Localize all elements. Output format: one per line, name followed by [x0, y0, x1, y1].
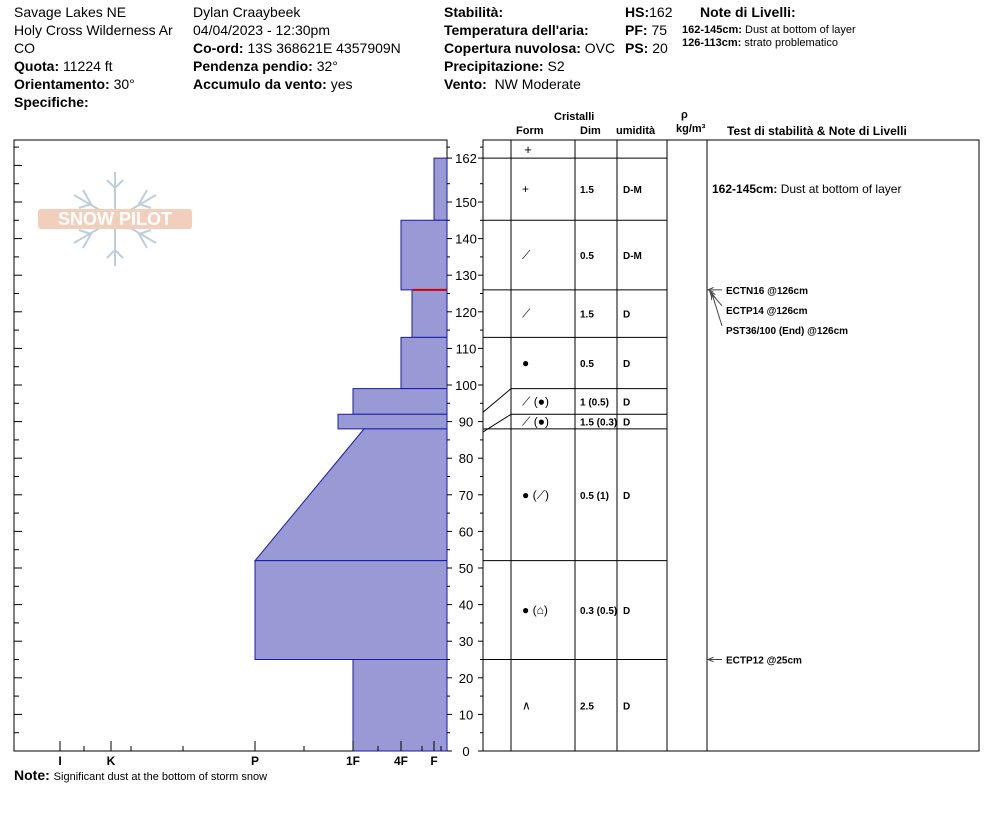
- stability-test-label: PST36/100 (End) @126cm: [726, 325, 849, 337]
- layer-moisture: D-M: [623, 185, 642, 197]
- depth-tick-label: 120: [455, 304, 477, 320]
- location: Savage Lakes NE: [14, 4, 127, 20]
- profile-layer-bar: [401, 220, 447, 290]
- depth-tick-label: 110: [455, 341, 477, 357]
- coord-label: Co-ord:: [193, 40, 244, 56]
- note-text: Significant dust at the bottom of storm snow: [53, 771, 268, 783]
- hardness-tick-label: F: [430, 754, 438, 768]
- depth-tick-label: 0: [462, 744, 470, 759]
- profile-layer-bar: [255, 429, 447, 561]
- layer-size: 0.5 (1): [580, 490, 609, 502]
- depth-tick-label: 30: [458, 634, 474, 650]
- depth-tick-label: 20: [458, 670, 474, 686]
- layer-note-1-range: 162-145cm:: [682, 24, 742, 36]
- depth-tick-label: 60: [458, 524, 474, 540]
- profile-layer-bar: [434, 158, 447, 220]
- depth-tick-label: 40: [458, 597, 474, 613]
- stability-test-label: ECTP12 @25cm: [726, 655, 802, 667]
- wind-load-label: Accumulo da vento:: [193, 76, 327, 92]
- observer: Dylan Craaybeek: [193, 4, 301, 20]
- precip-value: S2: [547, 58, 565, 74]
- depth-tick-label: 80: [458, 451, 474, 467]
- profile-layer-bar: [412, 290, 447, 338]
- layer-moisture: D: [623, 397, 631, 409]
- snowpilot-logo: [38, 172, 192, 266]
- layer-size: 1.5: [580, 309, 594, 321]
- depth-tick-label: 70: [458, 487, 474, 503]
- layer-form: ⟋: [522, 306, 531, 321]
- layer-moisture: D: [623, 606, 631, 618]
- coord-value: 13S 368621E 4357909N: [247, 40, 401, 56]
- layer-moisture: D: [623, 701, 631, 713]
- layer-moisture: D: [623, 359, 631, 371]
- pf-label: PF:: [625, 22, 648, 38]
- depth-tick-label: 162: [455, 151, 477, 167]
- profile-layer-bar: [353, 660, 447, 752]
- layer-size: 2.5: [580, 701, 594, 713]
- ps-value: 20: [652, 40, 668, 56]
- profile-layer-bar: [255, 561, 447, 660]
- wind-label: Vento:: [444, 76, 487, 92]
- layer-connector: [483, 389, 511, 413]
- note-label: Note:: [14, 767, 50, 783]
- depth-tick-label: 50: [458, 561, 474, 576]
- crystals-header: Cristalli: [554, 111, 595, 123]
- profile-layers: [255, 158, 447, 751]
- layer-moisture: D: [623, 309, 631, 321]
- depth-tick-label: 10: [458, 707, 474, 723]
- density-unit: kg/m³: [676, 123, 706, 135]
- stability-test-label: ECTP14 @126cm: [726, 305, 808, 317]
- form-header: Form: [516, 125, 544, 137]
- hardness-tick-label: K: [106, 754, 116, 768]
- state: CO: [14, 40, 35, 56]
- size-header: Dim: [580, 125, 601, 137]
- logo-text: SNOW PILOT: [58, 209, 172, 229]
- top-form-symbol: +: [524, 142, 532, 158]
- depth-tick-label: 150: [455, 195, 477, 210]
- depth-tick-label: 90: [458, 414, 474, 430]
- stability-test-label: ECTN16 @126cm: [726, 285, 809, 297]
- range: Holy Cross Wilderness Ar: [14, 22, 173, 38]
- aspect-value: 30°: [113, 76, 135, 92]
- depth-tick-label: 140: [455, 231, 477, 247]
- layer-form: ● (⌂): [522, 603, 548, 618]
- aspect-label: Orientamento:: [14, 76, 110, 92]
- layer-form: ● (⟋): [522, 487, 549, 502]
- slope-label: Pendenza pendio:: [193, 58, 313, 74]
- layer-size: 1.5: [580, 185, 594, 197]
- moisture-header: umidità: [616, 125, 656, 137]
- layer-note-2-text: strato problematico: [744, 37, 838, 49]
- layer-note-1-text: Dust at bottom of layer: [745, 24, 856, 36]
- cloud-value: OVC: [584, 40, 616, 56]
- profile-layer-bar: [338, 414, 447, 429]
- hardness-tick-label: 1F: [345, 754, 361, 768]
- layer-size: 0.5: [580, 359, 594, 371]
- layer-note: [712, 182, 901, 196]
- hardness-tick-label: I: [58, 754, 62, 768]
- layer-form: ∧: [522, 698, 531, 713]
- depth-tick-label: 100: [455, 378, 477, 393]
- layer-rows: [483, 142, 901, 712]
- stability-label: Stabilità:: [444, 4, 504, 20]
- layer-notes-label: Note di Livelli:: [700, 4, 796, 20]
- layer-note-range: 162-145cm:: [712, 182, 781, 197]
- layer-form: ●: [522, 356, 530, 371]
- depth-axis: [447, 147, 483, 759]
- left-ticks: [14, 147, 22, 733]
- layer-size: 1 (0.5): [580, 397, 609, 409]
- hs-value: 162: [649, 4, 673, 20]
- precip-label: Precipitazione:: [444, 58, 544, 74]
- cloud-label: Copertura nuvolosa:: [444, 40, 581, 56]
- profile-layer-bar: [401, 337, 447, 388]
- test-arrow-line: [712, 294, 722, 326]
- wind-value: NW Moderate: [494, 76, 581, 92]
- specifics-label: Specifiche:: [14, 94, 89, 110]
- pf-value: 75: [651, 22, 668, 38]
- layer-form: ⟋ (●): [522, 394, 549, 409]
- hardness-tick-label: P: [250, 754, 260, 768]
- tests-header: Test di stabilità & Note di Livelli: [727, 124, 907, 138]
- hardness-tick-label: 4F: [393, 754, 409, 768]
- ps-label: PS:: [625, 40, 649, 56]
- layer-moisture: D: [623, 417, 631, 429]
- depth-tick-label: 130: [455, 268, 477, 284]
- layer-moisture: D-M: [623, 251, 642, 263]
- profile-note: [14, 767, 267, 784]
- air-temp-label: Temperatura dell'aria:: [444, 22, 589, 38]
- layer-note-2-range: 126-113cm:: [682, 37, 742, 49]
- layer-form: +: [522, 182, 530, 197]
- layer-note-text: Dust at bottom of layer: [780, 182, 902, 197]
- layer-form: ⟋ (●): [522, 414, 549, 429]
- datetime: 04/04/2023 - 12:30pm: [193, 22, 330, 38]
- layer-size: 0.3 (0.5): [580, 606, 618, 618]
- layer-form: ⟋: [522, 248, 531, 263]
- hs-label: HS:: [625, 4, 650, 20]
- profile-layer-bar: [353, 389, 447, 415]
- elevation-value: 11224 ft: [63, 58, 113, 74]
- elevation-label: Quota:: [14, 58, 60, 74]
- stability-tests: [708, 286, 848, 667]
- layer-moisture: D: [623, 490, 631, 502]
- wind-load-value: yes: [330, 76, 353, 92]
- slope-value: 32°: [316, 58, 338, 74]
- layer-size: 0.5: [580, 251, 594, 263]
- layer-size: 1.5 (0.3): [580, 417, 618, 429]
- density-symbol: ρ: [681, 109, 688, 121]
